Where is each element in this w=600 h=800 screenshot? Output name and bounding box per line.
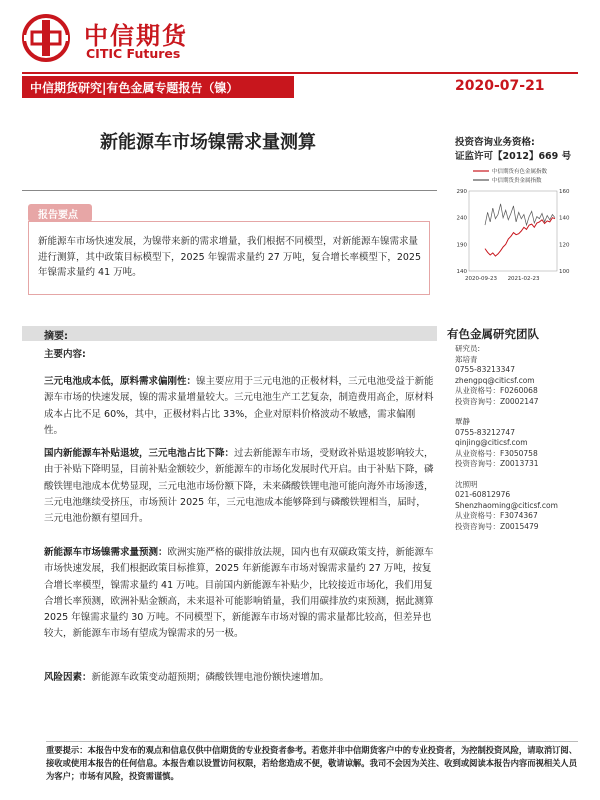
member-phone: 0755-83212747	[455, 427, 515, 437]
member-cert: 从业资格号：F0260068	[455, 386, 538, 395]
member-email[interactable]: Shenzhaoming@citicsf.com	[455, 500, 558, 510]
paragraph-3	[44, 545, 434, 643]
header-rule	[22, 72, 578, 74]
member-email[interactable]: qinjing@citicsf.com	[455, 438, 528, 447]
left-tick-label: 140	[456, 269, 467, 275]
member-2	[455, 417, 580, 470]
series-line-2	[485, 204, 555, 225]
member-phone: 0755-83213347	[455, 365, 515, 374]
abstract-header-bar	[22, 326, 437, 341]
legend-label-1: 中信期货有色金属指数	[492, 169, 548, 175]
paragraph-1-text: 镍主要应用于三元电池的正极材料，三元电池受益于新能源车市场的快速发展，镍的需求量增量较大。三元电池生产工艺复杂，制造费用高企，原材料成本占比不足 60%，其中，正极材料占比 33%，企业对原料价格波动不敏感，需求偏刚性。	[44, 376, 434, 436]
member-invest: 投资咨询号：Z0013731	[455, 459, 539, 468]
paragraph-3-text: 欧洲实施严格的碳排放法规，国内也有双碳政策支持，新能源车市场快速发展，我们根据政策目标推算，2025 年新能源车市场对镍需求量约 27 万吨，按复合增长率模型，镍需求量约 41 万吨。目前国内新能源车补贴少，比较接近市场化，我们用复合增长率预测，欧洲补贴金额高，未来退补可能影响销量，我们用碳排放约束预测，据此测算 2025 年镍需求量约 30 万吨。不同模型下，新能源车市场对镍的需求量都比较高，但差异也较大，新能源车市场有望成为镍需求的另一极。	[44, 547, 434, 640]
citic-logo-icon	[22, 14, 70, 62]
paragraph-2-text: 过去新能源车市场，受财政补贴退坡影响较大，由于补贴下降明显，目前补贴金额较少，新能源车的市场化发展时代开启。由于补贴下降，磷酸铁锂电池成本优势显现，三元电池市场份额下降，未来磷酸铁锂电池可能向海外市场渗透，三元电池继续受挤压，市场预计 2025 年，三元电池成本能够降到与磷酸铁锂相当，届时，三元电池份额有望回升。	[44, 448, 434, 525]
plot-frame	[469, 191, 557, 271]
team-role: 研究员:	[455, 344, 481, 353]
member-3	[455, 480, 580, 533]
team-list	[455, 344, 580, 532]
risk-paragraph	[44, 670, 434, 686]
member-cert: 从业资格号：F3050758	[455, 448, 538, 458]
x-tick-label: 2020-09-23	[465, 276, 497, 282]
member-name: 沈照明	[455, 479, 478, 489]
abstract-label: 摘要:	[44, 331, 68, 342]
license-line-1: 投资咨询业务资格:	[455, 137, 535, 148]
legend-label-2: 中信期货贵金属指数	[492, 178, 542, 184]
risk-text: 新能源车政策变动超预期；磷酸铁锂电池份额快速增加。	[91, 672, 330, 683]
x-tick-label: 2021-02-23	[507, 276, 540, 282]
index-chart	[447, 163, 577, 291]
left-tick-label: 290	[456, 189, 467, 195]
member-name: 郑培青	[455, 354, 478, 364]
disclaimer: 重要提示：本报告中发布的观点和信息仅供中信期货的专业投资者参考。若您并非中信期货客户中的专业投资者，为控制投资风险，请取消订阅、接收或使用本报告的任何信息。本报告难以设置访问权限，若给您造成不便，敬请谅解。我司不会因为关注、收到或阅读本报告内容而视相关人员为客户；市场有风险，投资需谨慎。	[46, 745, 578, 781]
paragraph-3-title: 新能源车市场镍需求量预测：	[44, 547, 168, 558]
left-tick-label: 240	[456, 215, 467, 222]
main-content-heading: 主要内容:	[44, 349, 86, 360]
paragraph-1	[44, 374, 434, 439]
series-line-1	[485, 218, 555, 256]
right-tick-label: 120	[559, 242, 570, 249]
license-line-2: 证监许可【2012】669 号	[455, 151, 572, 162]
report-date: 2020-07-21	[455, 78, 545, 94]
footer-rule	[46, 741, 578, 742]
brand-name-cn: 中信期货	[84, 22, 188, 50]
paragraph-2	[44, 446, 434, 527]
member-invest: 投资咨询号：Z0015479	[455, 521, 539, 531]
paragraph-1-title: 三元电池成本低，原料需求偏刚性：	[44, 376, 197, 387]
risk-title: 风险因素：	[44, 672, 92, 683]
right-tick-label: 140	[559, 215, 570, 222]
summary-text: 新能源车市场快速发展，为镍带来新的需求增量，我们根据不同模型，对新能源车镍需求量进行测算，其中政策目标模型下，2025 年镍需求量约 27 万吨，复合增长率模型下，2025 年镍需求量约 41 万吨。	[38, 236, 422, 278]
member-cert: 从业资格号：F3074367	[455, 511, 538, 520]
member-email[interactable]: zhengpq@citicsf.com	[455, 375, 535, 385]
right-tick-label: 160	[559, 189, 570, 195]
member-phone: 021-60812976	[455, 490, 511, 499]
report-category: 中信期货研究|有色金属专题报告（镍）	[30, 81, 239, 95]
summary-tab-label: 报告要点	[38, 210, 78, 221]
paragraph-2-title: 国内新能源车补贴退坡，三元电池占比下降：	[44, 448, 235, 459]
member-invest: 投资咨询号：Z0002147	[455, 396, 539, 406]
main-content-label	[44, 347, 434, 363]
member-1	[455, 355, 580, 408]
right-tick-label: 100	[559, 269, 570, 275]
section-divider	[22, 190, 437, 191]
member-name: 覃静	[455, 417, 470, 426]
brand-name-en: CITIC Futures	[86, 46, 181, 61]
page-title: 新能源车市场镍需求量测算	[100, 132, 316, 153]
left-tick-label: 190	[456, 242, 467, 249]
team-title: 有色金属研究团队	[447, 327, 539, 341]
